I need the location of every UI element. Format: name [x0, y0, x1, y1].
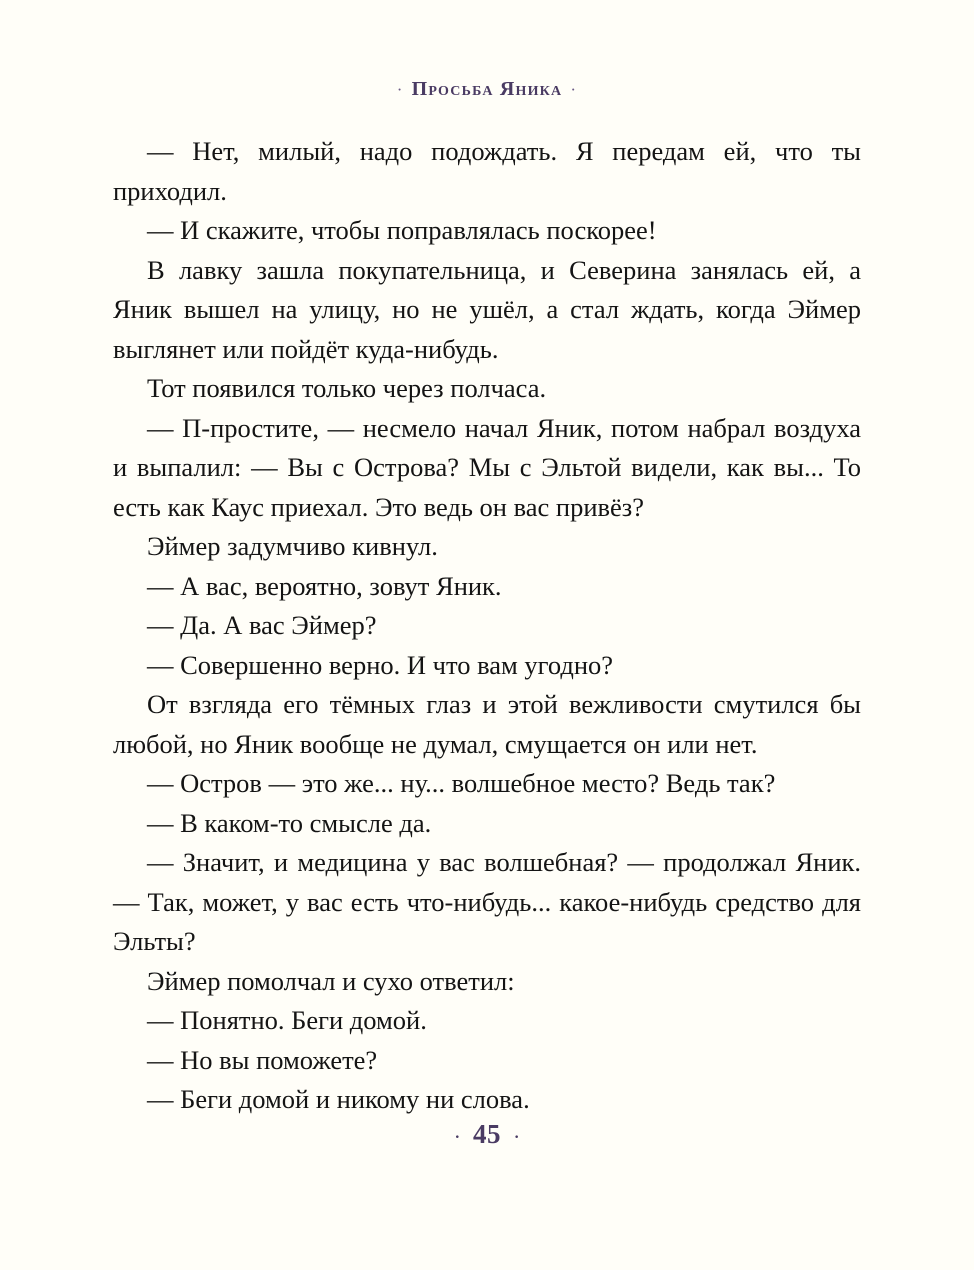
folio-ornament-left: · — [453, 1123, 461, 1149]
body-text — [113, 132, 861, 1120]
paragraph: Эймер помолчал и сухо ответил: — [147, 965, 515, 996]
folio-ornament-right: · — [513, 1123, 521, 1149]
paragraph: — Но вы поможете? — [147, 1044, 378, 1075]
page-number — [0, 1119, 974, 1150]
paragraph: — Понятно. Беги домой. — [147, 1005, 427, 1035]
paragraph: — Совершенно верно. И что вам угодно? — [147, 649, 614, 680]
paragraph: В лавку зашла покупательница, и Северина занялась ей, а Яник вышел на улицу, но не ушёл, а стал ждать, когда Эймер выглянет или пойдёт куда-нибудь. — [113, 254, 861, 364]
paragraph: Тот появился только через полчаса. — [147, 373, 547, 403]
paragraph: — Остров — это же... ну... волшебное место? Ведь так? — [147, 768, 776, 798]
paragraph: Эймер задумчиво кивнул. — [147, 531, 438, 561]
running-head-ornament-right: · — [570, 80, 578, 100]
paragraph: — Да. А вас Эймер? — [147, 610, 377, 640]
paragraph: — А вас, вероятно, зовут Яник. — [147, 570, 502, 601]
folio-number: 45 — [473, 1119, 501, 1149]
paragraph: — Беги домой и никому ни слова. — [147, 1084, 530, 1114]
paragraph: — П-простите, — несмело начал Яник, потом набрал воздуха и выпалил: — Вы с Острова? Мы с Эльтой видели, как вы... То есть как Каус приехал. Это ведь он вас привёз? — [113, 412, 861, 522]
running-head — [0, 78, 974, 101]
running-head-ornament-left: · — [396, 80, 404, 100]
paragraph: — Нет, милый, надо подождать. Я передам ей, что ты приходил. — [113, 136, 861, 206]
running-head-title: Просьба Яника — [411, 78, 563, 100]
paragraph: — В каком-то смысле да. — [147, 807, 432, 838]
paragraph: От взгляда его тёмных глаз и этой вежливости смутился бы любой, но Яник вообще не думал, смущается он или нет. — [113, 689, 861, 759]
paragraph: — Значит, и медицина у вас волшебная? — продолжал Яник. — Так, может, у вас есть что-нибудь... какое-нибудь средство для Эльты? — [113, 847, 861, 956]
paragraph: — И скажите, чтобы поправлялась поскорее! — [147, 215, 657, 245]
